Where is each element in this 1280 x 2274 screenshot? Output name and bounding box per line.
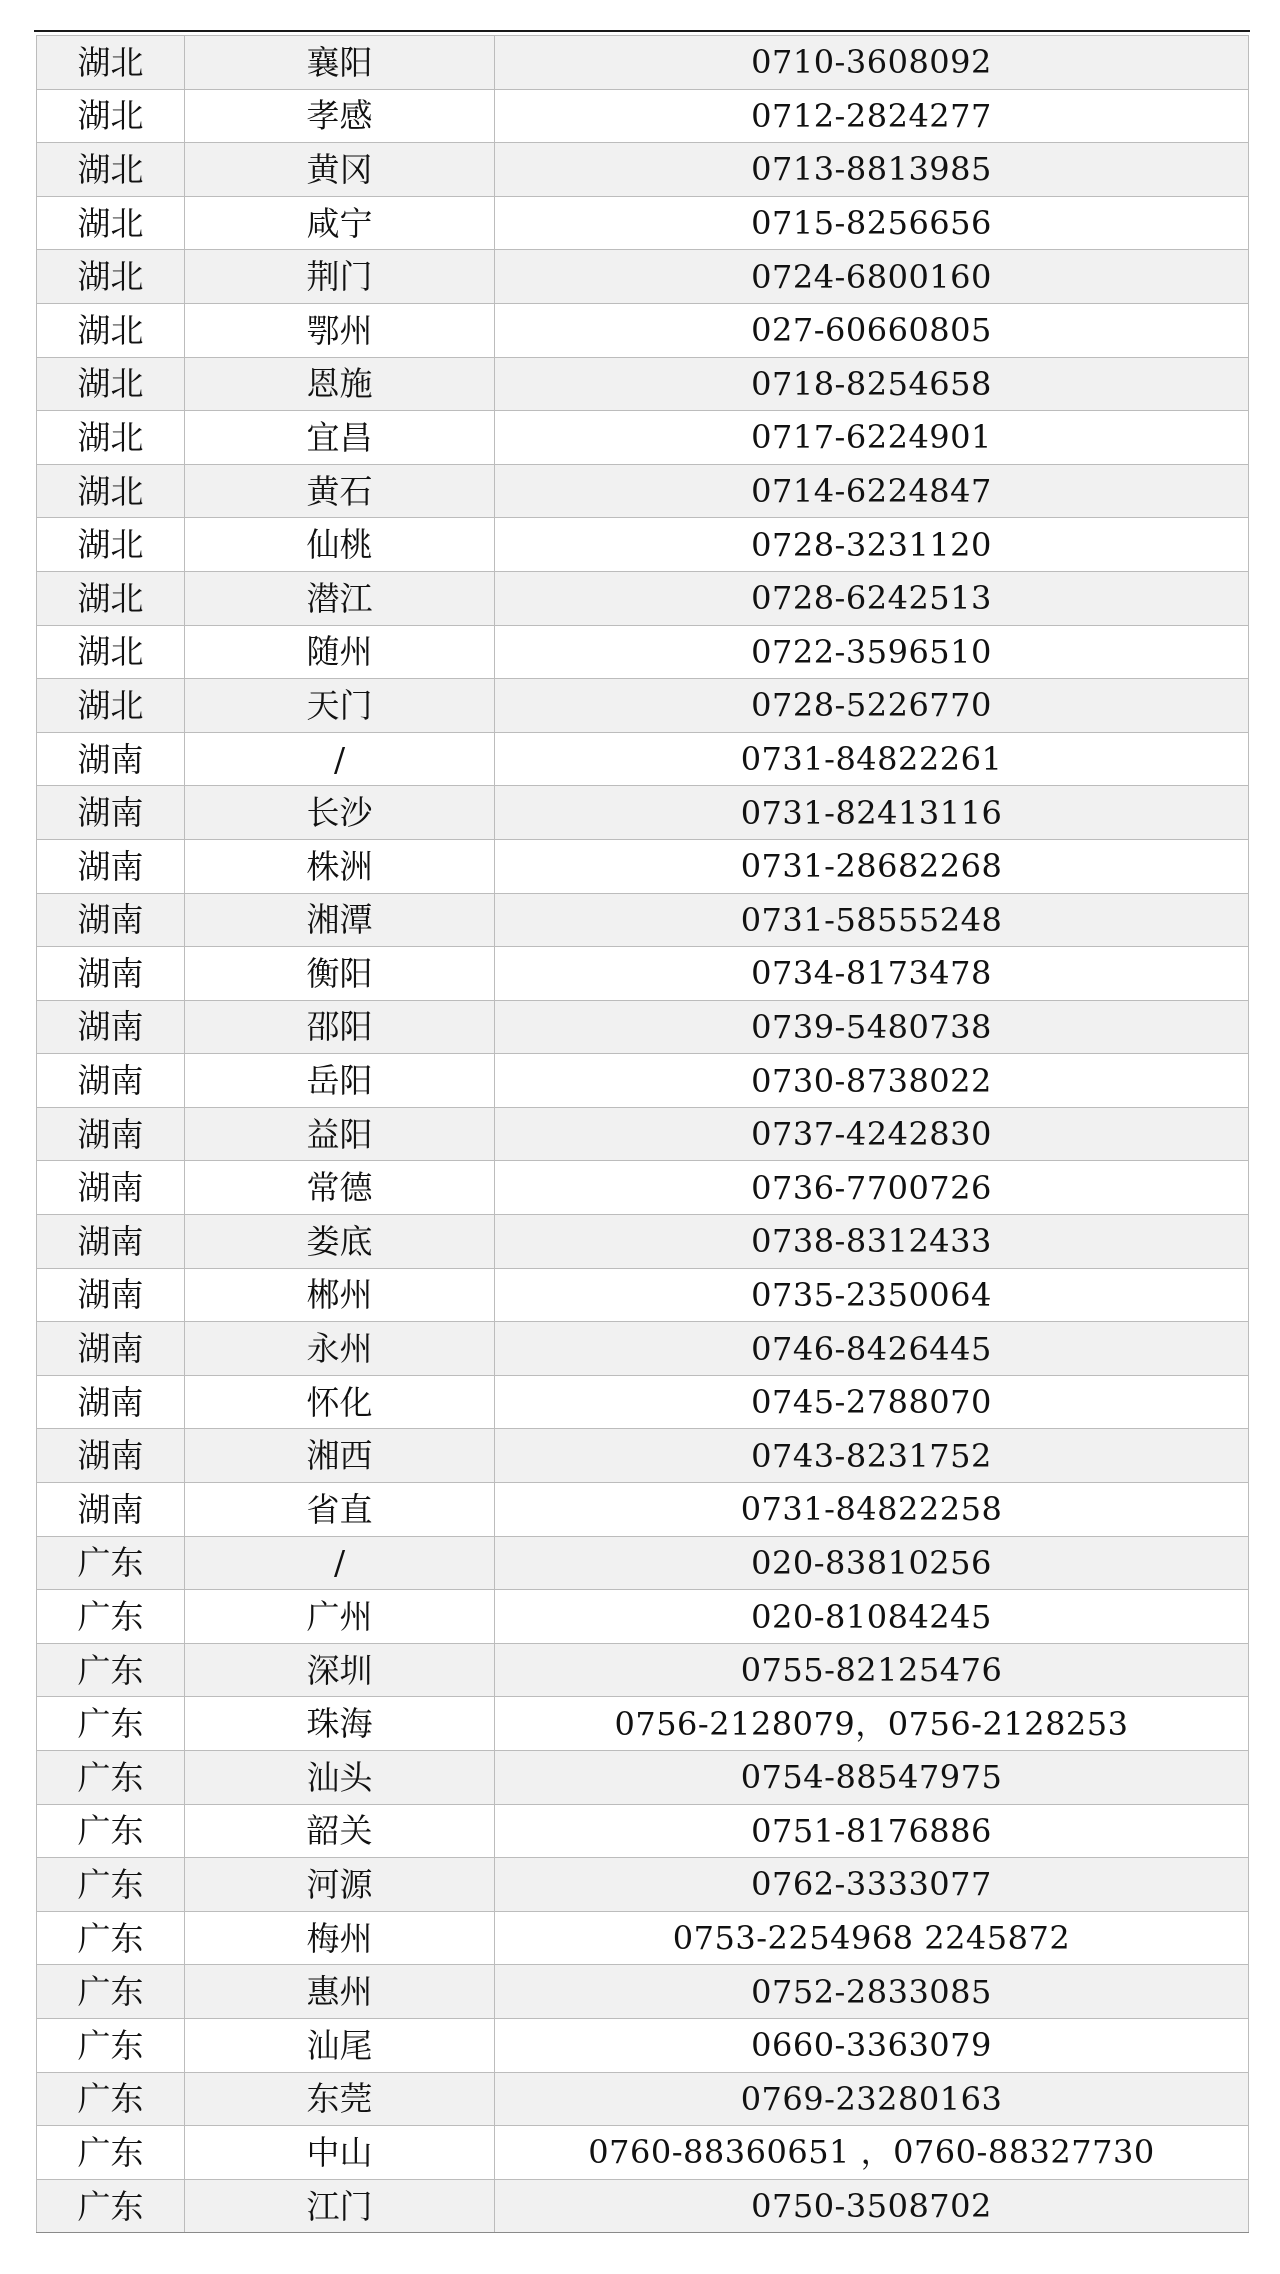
city-cell: 湘潭 [185,893,495,947]
phone-cell: 027-60660805 [495,303,1249,357]
city-cell: 黄冈 [185,143,495,197]
province-cell: 湖南 [37,1107,185,1161]
city-cell: 永州 [185,1322,495,1376]
province-cell: 湖南 [37,1268,185,1322]
phone-cell: 0731-84822261 [495,732,1249,786]
city-cell: 荆门 [185,250,495,304]
city-cell: / [185,732,495,786]
contact-table [36,35,1249,2233]
phone-cell: 0755-82125476 [495,1643,1249,1697]
province-cell: 湖北 [37,143,185,197]
phone-cell: 0724-6800160 [495,250,1249,304]
province-cell: 广东 [37,1804,185,1858]
city-cell: 湘西 [185,1429,495,1483]
phone-cell: 0731-58555248 [495,893,1249,947]
province-cell: 广东 [37,2179,185,2233]
city-cell: 韶关 [185,1804,495,1858]
phone-cell: 0722-3596510 [495,625,1249,679]
phone-cell: 0728-5226770 [495,679,1249,733]
province-cell: 广东 [37,1697,185,1751]
city-cell: 深圳 [185,1643,495,1697]
province-cell: 湖北 [37,571,185,625]
province-cell: 湖北 [37,518,185,572]
phone-cell: 0731-82413116 [495,786,1249,840]
phone-cell: 0743-8231752 [495,1429,1249,1483]
table-row [37,1911,1249,1965]
table-row [37,1375,1249,1429]
table-row [37,1804,1249,1858]
phone-cell: 0712-2824277 [495,89,1249,143]
phone-cell: 0752-2833085 [495,1965,1249,2019]
province-cell: 广东 [37,1536,185,1590]
phone-cell: 0756-2128079，0756-2128253 [495,1697,1249,1751]
city-cell: 邵阳 [185,1000,495,1054]
province-cell: 湖南 [37,947,185,1001]
table-row [37,1000,1249,1054]
table-row [37,1107,1249,1161]
city-cell: 汕头 [185,1751,495,1805]
city-cell: 仙桃 [185,518,495,572]
province-cell: 广东 [37,2072,185,2126]
table-row [37,786,1249,840]
phone-cell: 0762-3333077 [495,1858,1249,1912]
province-cell: 广东 [37,2018,185,2072]
city-cell: 益阳 [185,1107,495,1161]
phone-cell: 0715-8256656 [495,196,1249,250]
province-cell: 湖北 [37,250,185,304]
table-row [37,36,1249,90]
province-cell: 湖南 [37,893,185,947]
city-cell: 江门 [185,2179,495,2233]
table-top-rule [34,30,1250,32]
table-row [37,464,1249,518]
table-row [37,1590,1249,1644]
table-row [37,1643,1249,1697]
phone-cell: 0717-6224901 [495,411,1249,465]
province-cell: 湖南 [37,1000,185,1054]
phone-cell: 0736-7700726 [495,1161,1249,1215]
province-cell: 湖北 [37,625,185,679]
phone-cell: 0730-8738022 [495,1054,1249,1108]
table-row [37,89,1249,143]
city-cell: 鄂州 [185,303,495,357]
phone-cell: 0660-3363079 [495,2018,1249,2072]
city-cell: 恩施 [185,357,495,411]
city-cell: 天门 [185,679,495,733]
table-row [37,1483,1249,1537]
table-row [37,1429,1249,1483]
phone-cell: 0737-4242830 [495,1107,1249,1161]
city-cell: 岳阳 [185,1054,495,1108]
table-row [37,571,1249,625]
table-row [37,196,1249,250]
table-row [37,357,1249,411]
table-row [37,2126,1249,2180]
province-cell: 广东 [37,1643,185,1697]
province-cell: 湖南 [37,1215,185,1269]
table-row [37,1054,1249,1108]
table-row [37,2179,1249,2233]
province-cell: 湖北 [37,679,185,733]
table-row [37,893,1249,947]
province-cell: 湖南 [37,1161,185,1215]
table-row [37,1858,1249,1912]
phone-cell: 0735-2350064 [495,1268,1249,1322]
table-row [37,1322,1249,1376]
phone-cell: 0728-6242513 [495,571,1249,625]
province-cell: 湖北 [37,357,185,411]
city-cell: 孝感 [185,89,495,143]
city-cell: 襄阳 [185,36,495,90]
city-cell: 潜江 [185,571,495,625]
table-row [37,2018,1249,2072]
province-cell: 湖南 [37,732,185,786]
table-row [37,1215,1249,1269]
city-cell: 中山 [185,2126,495,2180]
province-cell: 广东 [37,1911,185,1965]
city-cell: 汕尾 [185,2018,495,2072]
province-cell: 湖北 [37,303,185,357]
city-cell: 郴州 [185,1268,495,1322]
table-body [37,36,1249,2233]
phone-cell: 0746-8426445 [495,1322,1249,1376]
table-row [37,518,1249,572]
province-cell: 湖南 [37,1483,185,1537]
city-cell: 黄石 [185,464,495,518]
city-cell: 衡阳 [185,947,495,1001]
city-cell: / [185,1536,495,1590]
city-cell: 珠海 [185,1697,495,1751]
phone-cell: 0760-88360651 ，0760-88327730 [495,2126,1249,2180]
phone-cell: 0714-6224847 [495,464,1249,518]
table-row [37,411,1249,465]
city-cell: 河源 [185,1858,495,1912]
city-cell: 株洲 [185,839,495,893]
phone-cell: 0751-8176886 [495,1804,1249,1858]
table-row [37,1965,1249,2019]
phone-cell: 0753-2254968 2245872 [495,1911,1249,1965]
province-cell: 湖南 [37,1375,185,1429]
phone-cell: 0728-3231120 [495,518,1249,572]
phone-cell: 0750-3508702 [495,2179,1249,2233]
phone-cell: 020-81084245 [495,1590,1249,1644]
city-cell: 随州 [185,625,495,679]
province-cell: 湖北 [37,464,185,518]
city-cell: 宜昌 [185,411,495,465]
phone-cell: 0745-2788070 [495,1375,1249,1429]
table-row [37,303,1249,357]
table-row [37,947,1249,1001]
province-cell: 湖北 [37,411,185,465]
table-row [37,679,1249,733]
province-cell: 湖南 [37,786,185,840]
city-cell: 咸宁 [185,196,495,250]
phone-cell: 0754-88547975 [495,1751,1249,1805]
province-cell: 湖南 [37,1054,185,1108]
city-cell: 常德 [185,1161,495,1215]
table-row [37,625,1249,679]
table-row [37,2072,1249,2126]
province-cell: 广东 [37,1751,185,1805]
city-cell: 省直 [185,1483,495,1537]
phone-cell: 0710-3608092 [495,36,1249,90]
table-row [37,1536,1249,1590]
city-cell: 东莞 [185,2072,495,2126]
province-cell: 广东 [37,1965,185,2019]
phone-cell: 0739-5480738 [495,1000,1249,1054]
phone-cell: 0731-84822258 [495,1483,1249,1537]
table-row [37,1161,1249,1215]
city-cell: 惠州 [185,1965,495,2019]
table-row [37,839,1249,893]
table-row [37,1697,1249,1751]
province-cell: 湖北 [37,196,185,250]
city-cell: 梅州 [185,1911,495,1965]
province-cell: 湖北 [37,36,185,90]
province-cell: 广东 [37,2126,185,2180]
phone-cell: 0731-28682268 [495,839,1249,893]
table-row [37,250,1249,304]
city-cell: 怀化 [185,1375,495,1429]
city-cell: 广州 [185,1590,495,1644]
table-row [37,732,1249,786]
province-cell: 广东 [37,1590,185,1644]
table-row [37,143,1249,197]
province-cell: 湖北 [37,89,185,143]
province-cell: 湖南 [37,1322,185,1376]
city-cell: 长沙 [185,786,495,840]
province-cell: 广东 [37,1858,185,1912]
phone-cell: 020-83810256 [495,1536,1249,1590]
table-row [37,1751,1249,1805]
province-cell: 湖南 [37,1429,185,1483]
province-cell: 湖南 [37,839,185,893]
phone-cell: 0738-8312433 [495,1215,1249,1269]
phone-cell: 0713-8813985 [495,143,1249,197]
phone-cell: 0718-8254658 [495,357,1249,411]
city-cell: 娄底 [185,1215,495,1269]
phone-cell: 0769-23280163 [495,2072,1249,2126]
phone-cell: 0734-8173478 [495,947,1249,1001]
table-row [37,1268,1249,1322]
